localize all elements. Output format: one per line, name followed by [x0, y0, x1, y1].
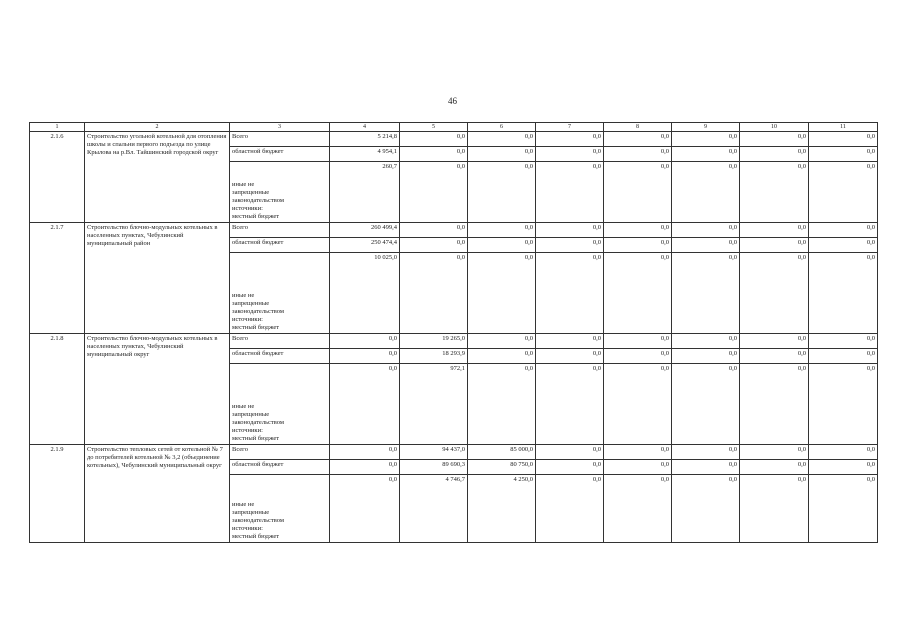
funding-note-line: источники: [232, 525, 263, 532]
funding-source: Всего [232, 133, 248, 140]
value-cell: 94 437,0 [400, 445, 468, 460]
value-cell: 85 000,0 [468, 445, 536, 460]
value-cell: 972,1 [400, 364, 468, 445]
value-cell: 0,0 [809, 238, 878, 253]
funding-source-cell [230, 349, 330, 364]
value-cell: 0,0 [400, 253, 468, 334]
funding-source: местный бюджет [232, 435, 280, 442]
value-cell: 0,0 [604, 334, 672, 349]
value-cell: 0,0 [330, 445, 400, 460]
row-name: Строительство тепловых сетей от котельной № 7 до потребителей котельной № 3,2 (объединение котельных), Чебулинский муниципальный округ [85, 445, 230, 543]
table-row [30, 223, 878, 238]
value-cell: 0,0 [400, 147, 468, 162]
table-body [30, 123, 878, 543]
value-cell: 0,0 [672, 147, 740, 162]
row-index: 2.1.7 [30, 223, 85, 334]
value-cell: 0,0 [740, 132, 809, 147]
value-cell: 0,0 [809, 253, 878, 334]
value-cell: 0,0 [740, 445, 809, 460]
value-cell: 0,0 [536, 162, 604, 223]
value-cell: 0,0 [604, 238, 672, 253]
funding-note-line: законодательством [232, 308, 285, 315]
value-cell: 0,0 [672, 475, 740, 543]
funding-note-line: иные не [232, 181, 255, 188]
table-row [30, 445, 878, 460]
funding-source: областной бюджет [232, 461, 284, 468]
funding-source-cell [230, 238, 330, 253]
funding-note-line: запрещенные [232, 509, 270, 516]
value-cell: 0,0 [672, 364, 740, 445]
value-cell: 0,0 [468, 238, 536, 253]
value-cell: 0,0 [330, 334, 400, 349]
funding-source-cell [230, 223, 330, 238]
header-cell: 7 [536, 123, 604, 132]
funding-source-cell [230, 364, 330, 445]
value-cell: 0,0 [672, 460, 740, 475]
funding-source: областной бюджет [232, 350, 284, 357]
value-cell: 0,0 [672, 334, 740, 349]
header-cell: 9 [672, 123, 740, 132]
funding-source: местный бюджет [232, 213, 280, 220]
value-cell: 0,0 [468, 147, 536, 162]
header-cell: 1 [30, 123, 85, 132]
value-cell: 0,0 [740, 334, 809, 349]
header-cell: 4 [330, 123, 400, 132]
value-cell: 0,0 [604, 223, 672, 238]
value-cell: 0,0 [809, 132, 878, 147]
value-cell: 10 025,0 [330, 253, 400, 334]
value-cell: 0,0 [809, 460, 878, 475]
funding-note-line: запрещенные [232, 189, 270, 196]
page-number: 46 [448, 96, 457, 106]
value-cell: 260,7 [330, 162, 400, 223]
value-cell: 0,0 [809, 334, 878, 349]
value-cell: 0,0 [604, 253, 672, 334]
value-cell: 0,0 [468, 162, 536, 223]
funding-source-cell [230, 253, 330, 334]
row-index: 2.1.8 [30, 334, 85, 445]
value-cell: 0,0 [330, 460, 400, 475]
row-index: 2.1.9 [30, 445, 85, 543]
funding-source-cell [230, 147, 330, 162]
funding-note-line: запрещенные [232, 411, 270, 418]
value-cell: 0,0 [536, 253, 604, 334]
value-cell: 0,0 [740, 364, 809, 445]
value-cell: 0,0 [740, 349, 809, 364]
header-cell: 2 [85, 123, 230, 132]
funding-source-cell [230, 334, 330, 349]
value-cell: 0,0 [400, 238, 468, 253]
value-cell: 0,0 [809, 162, 878, 223]
funding-note-line: запрещенные [232, 300, 270, 307]
table-row [30, 334, 878, 349]
value-cell: 4 746,7 [400, 475, 468, 543]
value-cell: 0,0 [672, 238, 740, 253]
value-cell: 0,0 [809, 349, 878, 364]
value-cell: 0,0 [740, 475, 809, 543]
value-cell: 0,0 [672, 132, 740, 147]
value-cell: 250 474,4 [330, 238, 400, 253]
header-row [30, 123, 878, 132]
table-row [30, 132, 878, 147]
funding-source: Всего [232, 335, 248, 342]
row-index: 2.1.6 [30, 132, 85, 223]
value-cell: 0,0 [330, 475, 400, 543]
value-cell: 0,0 [672, 223, 740, 238]
funding-source-cell [230, 162, 330, 223]
row-name: Строительство угольной котельной для отопления школы и спальни первого подъезда по улице Крылова на р.Вл. Тайшинский городской округ [85, 132, 230, 223]
value-cell: 0,0 [400, 223, 468, 238]
value-cell: 0,0 [740, 223, 809, 238]
value-cell: 0,0 [400, 132, 468, 147]
funding-source-cell [230, 445, 330, 460]
value-cell: 0,0 [809, 364, 878, 445]
value-cell: 0,0 [740, 238, 809, 253]
value-cell: 0,0 [604, 460, 672, 475]
value-cell: 4 250,0 [468, 475, 536, 543]
value-cell: 0,0 [536, 223, 604, 238]
header-cell: 5 [400, 123, 468, 132]
value-cell: 0,0 [604, 349, 672, 364]
value-cell: 0,0 [536, 460, 604, 475]
header-cell: 8 [604, 123, 672, 132]
funding-source: Всего [232, 224, 248, 231]
value-cell: 0,0 [330, 364, 400, 445]
value-cell: 0,0 [536, 147, 604, 162]
value-cell: 0,0 [740, 460, 809, 475]
value-cell: 4 954,1 [330, 147, 400, 162]
value-cell: 0,0 [672, 349, 740, 364]
value-cell: 0,0 [330, 349, 400, 364]
value-cell: 0,0 [604, 475, 672, 543]
value-cell: 5 214,8 [330, 132, 400, 147]
value-cell: 0,0 [672, 445, 740, 460]
value-cell: 0,0 [536, 445, 604, 460]
value-cell: 89 690,3 [400, 460, 468, 475]
value-cell: 0,0 [740, 253, 809, 334]
value-cell: 0,0 [468, 364, 536, 445]
funding-note-line: иные не [232, 501, 255, 508]
value-cell: 0,0 [809, 475, 878, 543]
value-cell: 0,0 [468, 253, 536, 334]
funding-source-cell [230, 475, 330, 543]
value-cell: 0,0 [604, 364, 672, 445]
value-cell: 0,0 [604, 445, 672, 460]
value-cell: 0,0 [672, 162, 740, 223]
value-cell: 0,0 [809, 147, 878, 162]
funding-note-line: иные не [232, 403, 255, 410]
funding-source: областной бюджет [232, 148, 284, 155]
funding-source-cell [230, 460, 330, 475]
value-cell: 0,0 [536, 475, 604, 543]
funding-note-line: законодательством [232, 517, 285, 524]
value-cell: 0,0 [604, 147, 672, 162]
funding-source-cell [230, 132, 330, 147]
header-cell: 3 [230, 123, 330, 132]
funding-note-line: законодательством [232, 419, 285, 426]
funding-note-line: источники: [232, 427, 263, 434]
value-cell: 0,0 [468, 223, 536, 238]
value-cell: 0,0 [536, 334, 604, 349]
value-cell: 19 265,0 [400, 334, 468, 349]
value-cell: 260 499,4 [330, 223, 400, 238]
value-cell: 0,0 [468, 132, 536, 147]
budget-table [29, 122, 878, 543]
funding-note-line: источники: [232, 316, 263, 323]
funding-note-line: иные не [232, 292, 255, 299]
value-cell: 0,0 [672, 253, 740, 334]
value-cell: 0,0 [468, 349, 536, 364]
value-cell: 0,0 [400, 162, 468, 223]
value-cell: 0,0 [536, 349, 604, 364]
value-cell: 0,0 [536, 238, 604, 253]
funding-note-line: законодательством [232, 197, 285, 204]
value-cell: 0,0 [809, 223, 878, 238]
value-cell: 80 750,0 [468, 460, 536, 475]
header-cell: 11 [809, 123, 878, 132]
row-name: Строительство блочно-модульных котельных в населенных пунктах, Чебулинский муниципальный район [85, 223, 230, 334]
value-cell: 0,0 [740, 147, 809, 162]
row-name: Строительство блочно-модульных котельных в населенных пунктах, Чебулинский муниципальный округ [85, 334, 230, 445]
funding-note-line: источники: [232, 205, 263, 212]
value-cell: 0,0 [536, 364, 604, 445]
header-cell: 10 [740, 123, 809, 132]
funding-source: Всего [232, 446, 248, 453]
value-cell: 0,0 [468, 334, 536, 349]
header-cell: 6 [468, 123, 536, 132]
funding-source: местный бюджет [232, 533, 280, 540]
value-cell: 0,0 [809, 445, 878, 460]
value-cell: 0,0 [536, 132, 604, 147]
value-cell: 0,0 [604, 132, 672, 147]
value-cell: 18 293,9 [400, 349, 468, 364]
funding-source: местный бюджет [232, 324, 280, 331]
funding-source: областной бюджет [232, 239, 284, 246]
value-cell: 0,0 [604, 162, 672, 223]
value-cell: 0,0 [740, 162, 809, 223]
